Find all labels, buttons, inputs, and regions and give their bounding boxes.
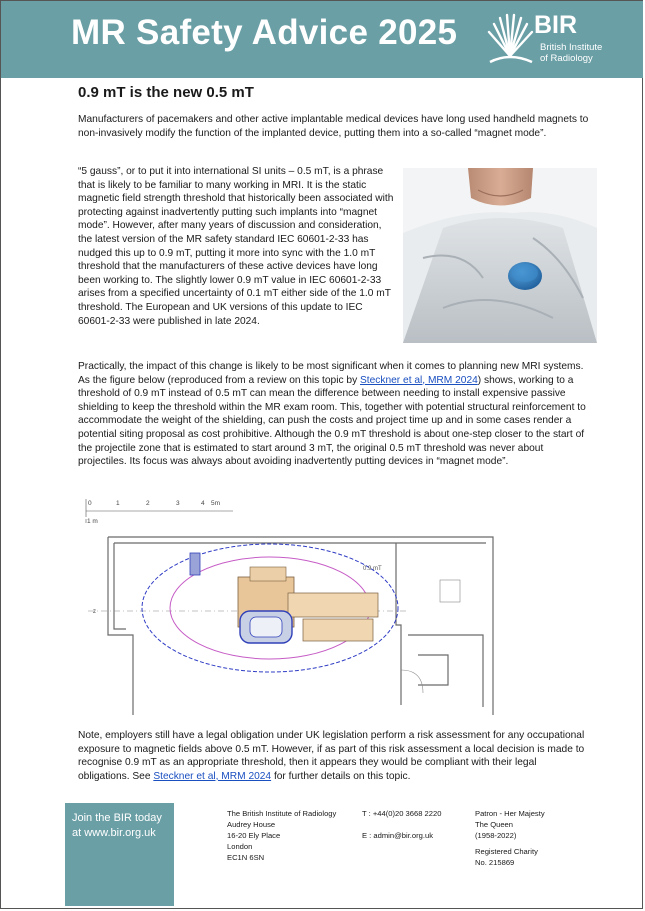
article-subtitle: 0.9 mT is the new 0.5 mT — [78, 84, 254, 101]
patient-photo — [403, 168, 597, 343]
scale-unit-label: 1 m — [87, 518, 98, 525]
steckner-link-2[interactable]: Steckner et al, MRM 2024 — [153, 770, 272, 782]
paragraph-4-text-a: Note, employers still have a legal obligation under UK legislation perform a risk assessment for any occupational exposure to magnetic fields above 0.5 mT. However, if as part of this risk assessment a local decision is made to recognise 0.9 mT as an appropriate threshold, then it appears they would be compliant with their legal obligations. See — [78, 730, 585, 782]
logo-abbreviation: BIR — [534, 11, 578, 39]
equipment-box — [440, 580, 460, 602]
room-walls — [108, 537, 493, 715]
contour-label: 0.9 mT — [363, 566, 382, 572]
scale-label-2: 2 — [146, 500, 150, 507]
footer-join-text[interactable]: Join the BIR today at www.bir.org.uk — [72, 812, 162, 839]
steckner-link-1[interactable]: Steckner et al, MRM 2024 — [360, 374, 478, 386]
paragraph-3-text-a: Practically, the impact of this change is likely to be most significant when it comes to planning new MRI systems. As the figure below (reproduced from a review on this topic by — [78, 361, 584, 386]
paragraph-2: “5 gauss”, or to put it into international SI units – 0.5 mT, is a phrase that is likely to be familiar to many working in MRI. It is the static magnetic field strength threshold that historically been associated with protecting against inadvertently putting such implants into “magnet mode”. However, after many years of discussion and consideration, the latest version of the MR safety standard IEC 60601-2-33 has nudged this up to 0.9 mT, putting it more into sync with the 1.0 mT threshold that the manufacturers of these active devices have long been working to. The slightly lower 0.9 mT value in IEC 60601-2-33 arises from a specified uncertainty of 0.1 mT either side of the 1.0 mT threshold. The European and UK versions of this update to IEC 60601-2-33 were published in late 2024. — [78, 166, 394, 327]
scale-label-5: 5m — [211, 500, 221, 507]
mri-siting-figure — [78, 495, 508, 720]
page-title: MR Safety Advice 2025 — [71, 13, 458, 52]
svg-text:z: z — [93, 609, 96, 615]
paragraph-4-text-b: for further details on this topic. — [271, 770, 411, 782]
paragraph-3-text-b: ) shows, working to a threshold of 0.9 mT instead of 0.5 mT can mean the difference between needing to install expensive passive shielding to keep the threshold within the MR exam room. This, together with potential structural reinforcement to accommodate the weight of the shielding, can push the costs and project time up and in some cases render a potential siting proposal as cost prohibitive. Although the 0.9 mT threshold is about one-step closer to the start of the projectile zone that is estimated to start around 3 mT, the original 0.5 mT threshold was never about projectiles. Its focus was always about avoiding inadvertently putting devices in “magnet mode”. — [78, 374, 586, 468]
paragraph-1: Manufacturers of pacemakers and other active implantable medical devices have long used handheld magnets to non-invasively modify the function of the implanted device, putting them into a so-called “magnet mode”. — [78, 114, 589, 139]
logo-sub-line-2: of Radiology — [540, 53, 593, 64]
scale-label-3: 3 — [176, 500, 180, 507]
footer-address: The British Institute of Radiology Audrey House 16-20 Ely Place London EC1N 6SN — [227, 809, 337, 862]
footer-patron: Patron - Her Majesty The Queen (1958-2022) — [475, 809, 545, 840]
paragraph-4 — [78, 729, 590, 783]
scale-label-4: 4 — [201, 500, 205, 507]
scanner-magnet — [238, 567, 378, 643]
door-swing — [401, 670, 423, 693]
footer-charity: Registered Charity No. 215869 — [475, 847, 538, 867]
scale-label-0: 0 — [88, 500, 92, 507]
footer-email: E : admin@bir.org.uk — [362, 831, 434, 840]
paragraph-3 — [78, 360, 590, 469]
equipment-cabinet — [190, 553, 200, 575]
logo-subtitle — [540, 42, 602, 64]
footer-telephone: T : +44(0)20 3668 2220 — [362, 809, 442, 818]
scale-label-1: 1 — [116, 500, 120, 507]
logo-sub-line-1: British Institute — [540, 42, 603, 53]
